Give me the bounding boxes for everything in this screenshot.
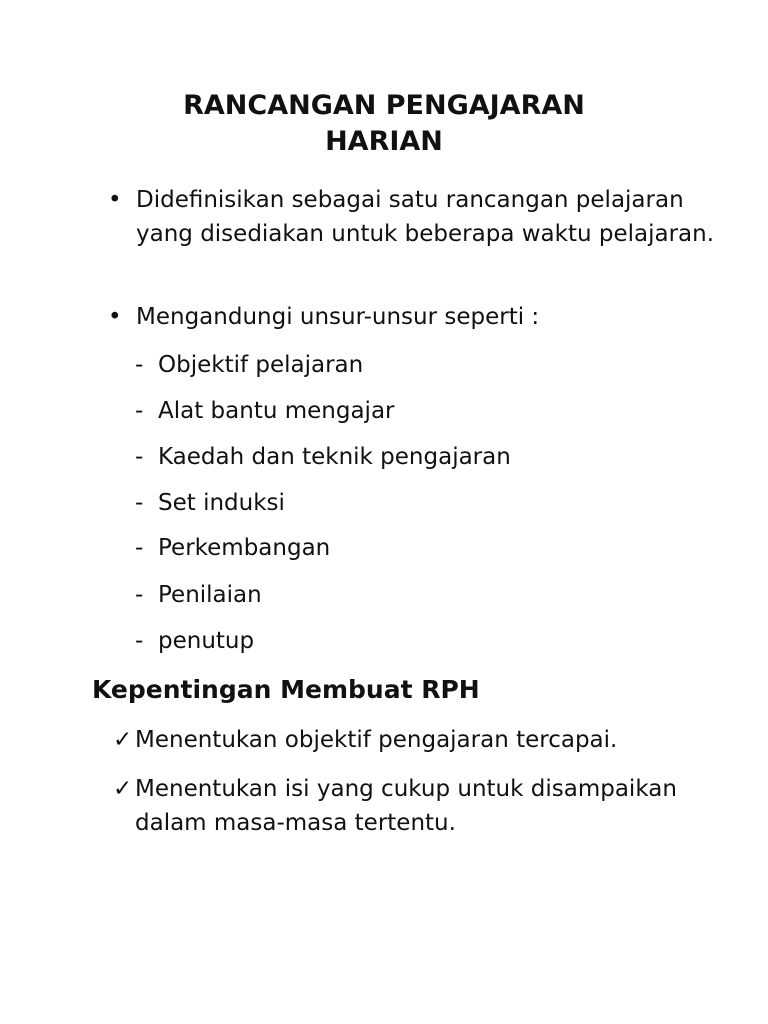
checkmark-icon: ✓ — [113, 776, 133, 802]
bullet-text: Didefinisikan sebagai satu rancangan pelajaran yang disediakan untuk beberapa waktu pelajaran. — [136, 187, 715, 247]
element-list-item — [135, 624, 254, 658]
element-text: Penilaian — [158, 582, 262, 608]
element-list-item — [135, 394, 395, 428]
dash-marker: - — [135, 444, 144, 470]
bullet-marker: • — [108, 304, 122, 330]
importance-text: Menentukan isi yang cukup untuk disampaikan dalam masa-masa tertentu. — [135, 776, 677, 836]
bullet-text: Mengandungi unsur-unsur seperti : — [136, 304, 540, 330]
dash-marker: - — [135, 535, 144, 561]
element-text: Objektif pelajaran — [158, 352, 364, 378]
title-line-2: HARIAN — [325, 126, 443, 157]
checkmark-icon: ✓ — [113, 727, 133, 753]
element-list-item — [135, 348, 363, 382]
dash-marker: - — [135, 582, 144, 608]
dash-marker: - — [135, 628, 144, 654]
title-line-1: RANCANGAN PENGAJARAN — [183, 90, 585, 121]
bullet-item-contents — [108, 300, 728, 334]
element-list-item — [135, 531, 330, 565]
section-heading: Kepentingan Membuat RPH — [92, 675, 480, 704]
importance-item — [113, 772, 733, 840]
dash-marker: - — [135, 398, 144, 424]
bullet-marker: • — [108, 187, 122, 213]
bullet-item-definition — [108, 183, 728, 251]
dash-marker: - — [135, 352, 144, 378]
importance-item — [113, 723, 733, 757]
element-list-item — [135, 578, 262, 612]
element-text: Perkembangan — [158, 535, 331, 561]
page-title — [150, 88, 618, 160]
element-text: Alat bantu mengajar — [158, 398, 395, 424]
element-text: penutup — [158, 628, 255, 654]
element-list-item — [135, 486, 285, 520]
element-text: Set induksi — [158, 490, 285, 516]
importance-text: Menentukan objektif pengajaran tercapai. — [135, 727, 618, 753]
element-list-item — [135, 440, 511, 474]
element-text: Kaedah dan teknik pengajaran — [158, 444, 511, 470]
dash-marker: - — [135, 490, 144, 516]
